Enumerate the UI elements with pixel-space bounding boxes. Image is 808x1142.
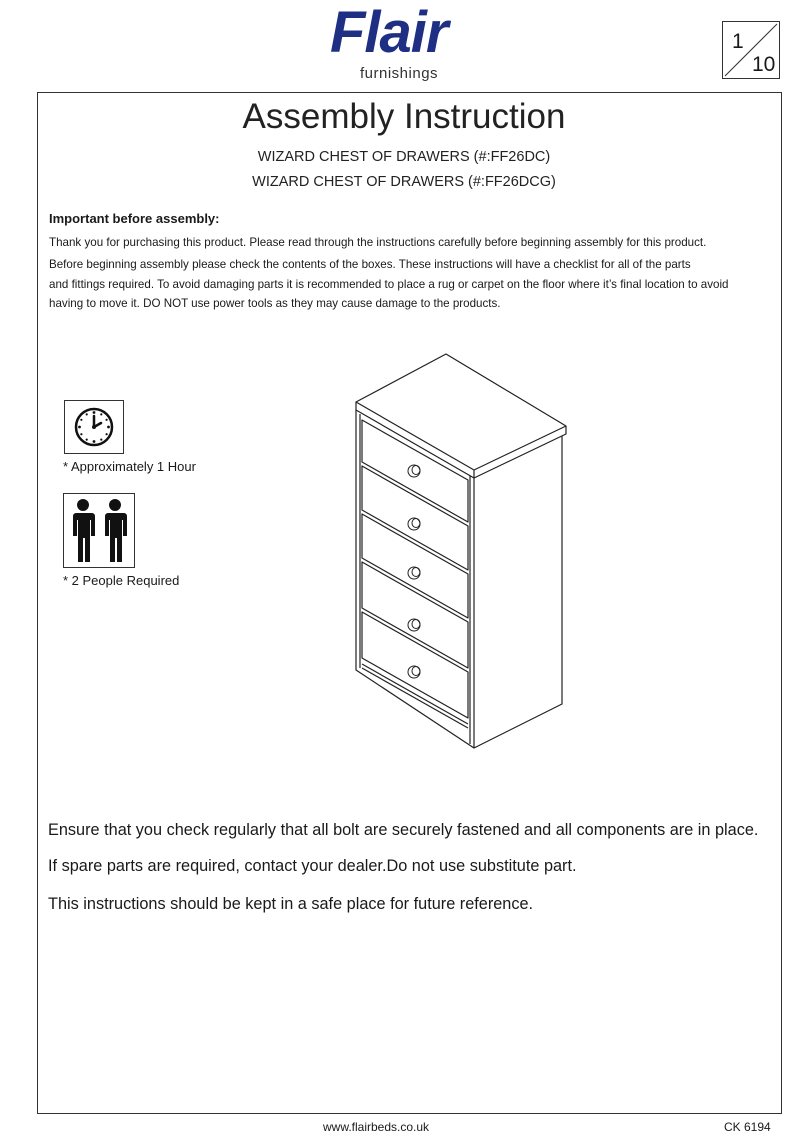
page-title: Assembly Instruction [242, 97, 566, 136]
important-heading: Important before assembly: [49, 211, 220, 226]
footer-website: www.flairbeds.co.uk [323, 1120, 430, 1134]
intro-line: having to move it. DO NOT use power tools as they may cause damage to the products. [49, 297, 501, 310]
two-people-icon [63, 493, 135, 568]
intro-line: and fittings required. To avoid damaging parts it is recommended to place a rug or carpet on the floor where it’s final location to avoid [49, 278, 729, 291]
keep-instructions-note: This instructions should be kept in a safe place for future reference. [48, 895, 534, 913]
page-number: 1 [732, 30, 744, 53]
product-subtitle-2: WIZARD CHEST OF DRAWERS (#:FF26DCG) [252, 174, 556, 190]
page-indicator [722, 21, 780, 79]
intro-line: Thank you for purchasing this product. Please read through the instructions carefully before beginning assembly for this product. [49, 236, 707, 249]
brand-subtitle: furnishings [360, 65, 439, 82]
assembly-time-label: * Approximately 1 Hour [63, 459, 196, 474]
brand-logo [330, 0, 500, 86]
people-required-label: * 2 People Required [63, 573, 180, 588]
footer-code: CK 6194 [724, 1120, 771, 1134]
brand-name: Flair [330, 0, 448, 65]
safety-note: Ensure that you check regularly that all bolt are securely fastened and all components are in place. [48, 821, 759, 839]
intro-line: Before beginning assembly please check the contents of the boxes. These instructions will have a checklist for all of the parts [49, 258, 691, 271]
product-subtitle-1: WIZARD CHEST OF DRAWERS (#:FF26DC) [257, 149, 551, 165]
clock-icon [64, 400, 124, 454]
page-total: 10 [752, 53, 776, 76]
chest-of-drawers-illustration [350, 350, 580, 765]
spare-parts-note: If spare parts are required, contact your dealer.Do not use substitute part. [48, 857, 577, 875]
